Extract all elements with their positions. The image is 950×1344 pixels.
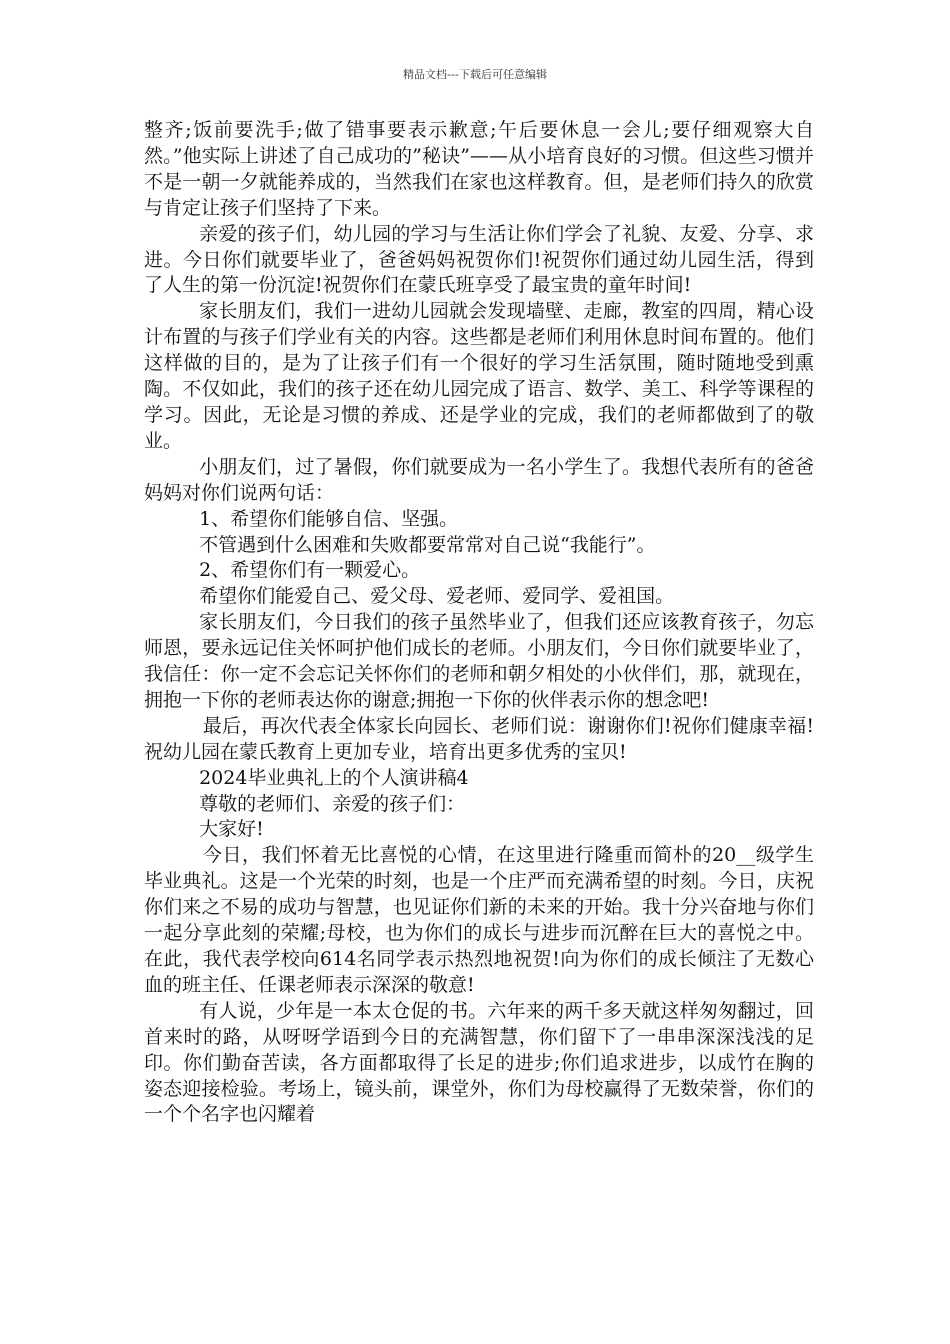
- document-body: [144, 118, 814, 1128]
- paragraph: 2、希望你们有一颗爱心。: [199, 559, 421, 582]
- paragraph: 今日，我们怀着无比喜悦的心情，在这里进行隆重而简朴的20__级学生毕业典礼。这是一个光荣的时刻，也是一个庄严而充满希望的时刻。今日，庆祝你们来之不易的成功与智慧，也见证你们新的未来的开始。我十分兴奋地与你们一起分享此刻的荣耀;母校，也为你们的成长与进步而沉醉在巨大的喜悦之中。在此，我代表学校向614名同学表示热烈地祝贺!向为你们的成长倾注了无数心血的班主任、任课老师表示深深的敬意!: [144, 844, 814, 996]
- paragraph: 亲爱的孩子们，幼儿园的学习与生活让你们学会了礼貌、友爱、分享、求进。今日你们就要毕业了，爸爸妈妈祝贺你们!祝贺你们通过幼儿园生活，得到了人生的第一份沉淀!祝贺你们在蒙氏班享受了最宝贵的童年时间!: [144, 222, 814, 297]
- paragraph: 1、希望你们能够自信、坚强。: [199, 507, 459, 530]
- paragraph: 2024毕业典礼上的个人演讲稿4: [199, 766, 469, 789]
- paragraph: 最后，再次代表全体家长向园长、老师们说：谢谢你们!祝你们健康幸福!祝幼儿园在蒙氏教育上更加专业，培育出更多优秀的宝贝!: [144, 714, 814, 763]
- paragraph: 小朋友们，过了暑假，你们就要成为一名小学生了。我想代表所有的爸爸妈妈对你们说两句话：: [144, 455, 814, 504]
- paragraph: 尊敬的老师们、亲爱的孩子们：: [199, 792, 466, 815]
- paragraph: 大家好!: [199, 818, 264, 841]
- page-header: 精品文档---下载后可任意编辑: [403, 68, 547, 81]
- paragraph: 家长朋友们，今日我们的孩子虽然毕业了，但我们还应该教育孩子，勿忘师恩，要永远记住关怀呵护他们成长的老师。小朋友们，今日你们就要毕业了，我信任：你一定不会忘记关怀你们的老师和朝夕相处的小伙伴们，那，就现在，拥抱一下你的老师表达你的谢意;拥抱一下你的伙伴表示你的想念吧!: [144, 611, 814, 711]
- paragraph: 不管遇到什么困难和失败都要常常对自己说“我能行”。: [199, 533, 656, 556]
- paragraph: 整齐;饭前要洗手;做了错事要表示歉意;午后要休息一会儿;要仔细观察大自然。”他实际上讲述了自己成功的”秘诀”——从小培育良好的习惯。但这些习惯并不是一朝一夕就能养成的，当然我们在家也这样教育。但，是老师们持久的欣赏与肯定让孩子们坚持了下来。: [144, 119, 814, 219]
- paragraph: 家长朋友们，我们一进幼儿园就会发现墙壁、走廊，教室的四周，精心设计布置的与孩子们学业有关的内容。这些都是老师们利用休息时间布置的。他们这样做的目的，是为了让孩子们有一个很好的学习生活氛围，随时随地受到熏陶。不仅如此，我们的孩子还在幼儿园完成了语言、数学、美工、科学等课程的学习。因此，无论是习惯的养成、还是学业的完成，我们的老师都做到了的敬业。: [144, 300, 814, 452]
- paragraph: 希望你们能爱自己、爱父母、爱老师、爱同学、爱祖国。: [199, 585, 675, 608]
- paragraph: 有人说，少年是一本太仓促的书。六年来的两千多天就这样匆匆翻过，回首来时的路，从呀呀学语到今日的充满智慧，你们留下了一串串深深浅浅的足印。你们勤奋苦读，各方面都取得了长足的进步;你们追求进步，以成竹在胸的姿态迎接检验。考场上，镜头前，课堂外，你们为母校赢得了无数荣誉，你们的一个个名字也闪耀着: [144, 999, 814, 1126]
